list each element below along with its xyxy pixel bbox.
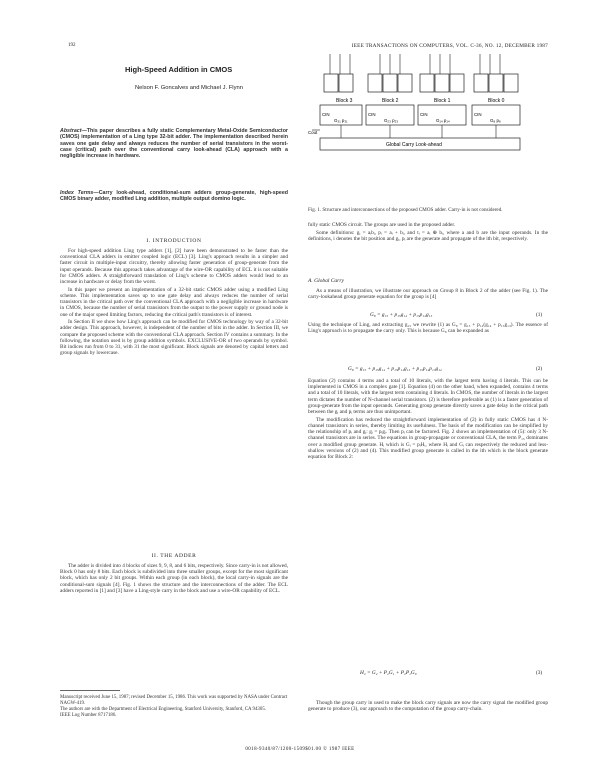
copyright-line: 0018-9340/87/1200-1509$01.00 © 1987 IEEE [245,747,355,752]
right-column-last [308,700,548,714]
block-0-output-label: G₈ p₈ [490,118,501,123]
input-lines [330,54,500,74]
footnote-received: Manuscript received June 15, 1987; revised December 15, 1986. This work was supported by NASA under Contract NAGW-419. [60,695,288,706]
index-terms-label: Index Terms [60,190,94,196]
left-column-intro [60,248,288,358]
figure-1-diagram [308,52,548,202]
interconnect-lines [312,125,496,138]
index-terms-text: —Carry look-ahead, conditional-sum adders group-generate, high-speed CMOS binary adder, modified Ling addition, multiple output domino logic. [60,190,288,203]
footnote-ieee-log: IEEE Log Number 8717186. [60,713,117,718]
definitions-paragraph: Some definitions: gᵢ = aᵢbᵢ, pᵢ = aᵢ + bᵢ, and tᵢ = aᵢ ⊕ bᵢ, where a and b are the input operands. In the definitions, i denotes the bit position and gᵢ, pᵢ are the generate and propagate of the ith bit, respectively. [308,229,548,242]
equation-3-number: (3) [536,670,543,676]
cout-label: Cout [308,130,318,135]
footnote-affiliation: The authors are with the Department of Electrical Engineering, Stanford University, Stanford, CA 94305. [60,707,266,712]
global-carry-label: Global Carry Look-ahead [386,142,442,148]
after-equation-2-paragraph: Equation (2) contains 4 terms and a total of 10 literals, with the largest term having 4 literals. This can be implemented in CMOS in a complex gate [1]. Equation (4) on the other hand, when expanded, contains 4 terms and a total of 10 literals, with the largest term containing 4 literals. In CMOS, the number of literals in the largest term dictates the number of N-channel serial transistors. (2) is therefore preferable as (1) is a faster generation of group-generate from the input operands. Generating group generate directly saves a gate delay in the critical path between the gᵢ and pᵢ terms are thus unimportant. [308,378,548,416]
subsection-heading-global-carry: A. Global Carry [308,278,344,284]
journal-header: IEEE TRANSACTIONS ON COMPUTERS, VOL. C-36, NO. 12, DECEMBER 1987 [351,43,548,49]
footnote-rule [60,690,120,691]
intro-paragraph-3: In Section II we show how Ling's approach can be modified for CMOS technology by way of a 32-bit adder design. This approach, however, is independent of the number of bits in the adder. In Section III, we compare the proposed scheme with the conventional CLA approach. Section IV contains a summary. In the following, the notation used is by group addition symbols. EXCLUSIVE-OR of two operands by symbol. Bit indices run from 0 to 31, with 31 the most significant. Block signals are denoted by capital letters and group signals by lowercase. [60,319,288,357]
block-2-cin-label: CIN [368,112,376,117]
paper-title: High-Speed Addition in CMOS [125,65,233,74]
block-1-cin-label: CIN [420,112,428,117]
block-2-output-label: G₂₃ p₂₃ [384,118,399,123]
adder-paragraph-1: The adder is divided into 4 blocks of sizes 9, 9, 8, and 6 bits, respectively. Since carry-in is not allowed, Block 0 has only 8 bits. Each block is subdivided into three smaller groups, except for the most significant block, which has only 2 bit groups. Within each group (in each block), the local carry-in signals are the conditional-sum signals [4]. Fig. 1 shows the structure and the interconnections of the adder. The ECL adders reported in [1] and [3] have a Ling-style carry in the block and use a wire-OR capability of ECL. [60,563,289,594]
block-1-label: Block 1 [434,98,451,104]
page-number: 192 [68,43,76,48]
figure-1-caption: Fig. 1. Structure and interconnections of the proposed CMOS adder. Carry-in is not considered. [308,207,503,213]
equation-1: G₈ = g₁₅ + p₁₅g₁₄ + p₁₅p₁₄g₁₃ [370,312,433,318]
section-heading-introduction: I. INTRODUCTION [146,238,202,244]
intro-paragraph-1: For high-speed addition Ling type adders [1], [2] have been demonstrated to be faster than the conventional CLA adders in emitter coupled logic (ECL) [3]. Ling's approach results in a simpler and faster circuit in multiple-input circuitry, thereby allowing faster generation of group-generate from the input operands. Because this approach takes advantage of the wire-OR capability of ECL it is not suitable for CMOS adders. A straightforward translation of Ling's scheme to CMOS adders would lead to an increase in hardware or delay from the worst. [60,248,288,286]
equation-2: G₈ = g₁₅ + p₁₅g₁₄ + p₁₅p₁₄g₁₃ + p₁₅p₁₄p₁₃g₁₂ [348,366,442,372]
left-column-adder [60,563,288,596]
index-terms [60,190,288,203]
block-3-cin-label: CIN [322,112,330,117]
paper-authors: Nelson F. Goncalves and Michael J. Flynn [135,85,243,91]
block-2-label: Block 2 [382,98,399,104]
equation-1-number: (1) [536,312,543,318]
section-heading-adder: II. THE ADDER [151,553,197,559]
right-column-after-eq2 [308,378,548,462]
group-boxes [324,74,518,92]
right-column-global [308,288,548,302]
right-column-after-eq1 [308,322,548,336]
block-3-label: Block 3 [336,98,353,104]
after-equation-1-paragraph: Using the technique of Ling, and extracting g₁₅ we rewrite (1) as G₈ = g₁₅ + p₁₄(g₁₄ + p₁₃g₁₃). The essence of Ling's approach is to propagate the carry only. This is because G₈ can be expanded as [308,322,548,335]
abstract-label: Abstract [60,128,82,134]
global-carry-paragraph: As a means of illustration, we illustrate our approach on Group 8 in Block 2 of the adder (see Fig. 1). The carry-lookahead group generate equation for the group is [4] [308,288,548,301]
block-0-label: Block 0 [488,98,505,104]
right-column-top [308,222,548,244]
abstract-text: —This paper describes a fully static Complementary Metal-Oxide Semiconductor (CMOS) implementation of a Ling type 32-bit adder. The implementation described herein saves one gate delay and always reduces the number of serial transistors in the worst-case (critical) path over the conventional carry look-ahead (CLA) approach with a negligible increase in hardware. [60,128,288,160]
fully-static-paragraph: fully static CMOS circuit. The groups are used in the proposed adder. [308,222,456,228]
block-0-cin-label: CIN [474,112,482,117]
intro-paragraph-2: In this paper we present an implementation of a 32-bit static CMOS adder using a modified Ling scheme. This implementation saves up to one gate delay and always reduces the number of serial transistors in the critical path over the conventional CLA approach with a negligible increase in hardware in CMOS, because the number of serial transistors from the output to the power supply or ground node is one of the major speed limiting factors, reducing the critical path's transistors is of interest. [60,286,288,318]
block-3-output-label: G₃₁ p₃₁ [334,118,348,123]
block-1-output-label: G₁₄ p₁₄ [436,118,450,123]
equation-2-number: (2) [536,366,543,372]
last-paragraph: Though the group carry in used to make the block carry signals are now the carry signal the modified group generate to produce (3), our approach to the computation of the group carry-chain. [308,700,548,713]
abstract [60,128,288,159]
ling-modification-paragraph: The modification has reduced the straightforward implementation of (2) in fully static CMOS has 4 N-channel transistors in series, thereby limiting its usefulness. The basis of the modification can be simplified by the relationship of pᵢ and gᵢ: gᵢ = pᵢgᵢ. Then pᵢ can be factored. Fig. 2 shows an implementation of (5): only 3 N-channel transistors are in series. The equations in group-propagate or conventional CLA, the term P₁₅ dominates over a modified group generate. Hᵢ which is Gᵢ = pᵢHᵢ, where Hᵢ and Gᵢ can respectively the reduced and less-shallow versions of (2) and (4). This modified group generate is called in the ith which is the block generate equation for Block 2: [308,416,548,460]
equation-3: H₂ = G₂ + P₂G₁ + P₂P₁G₀ [360,670,417,676]
footnote [60,695,288,719]
